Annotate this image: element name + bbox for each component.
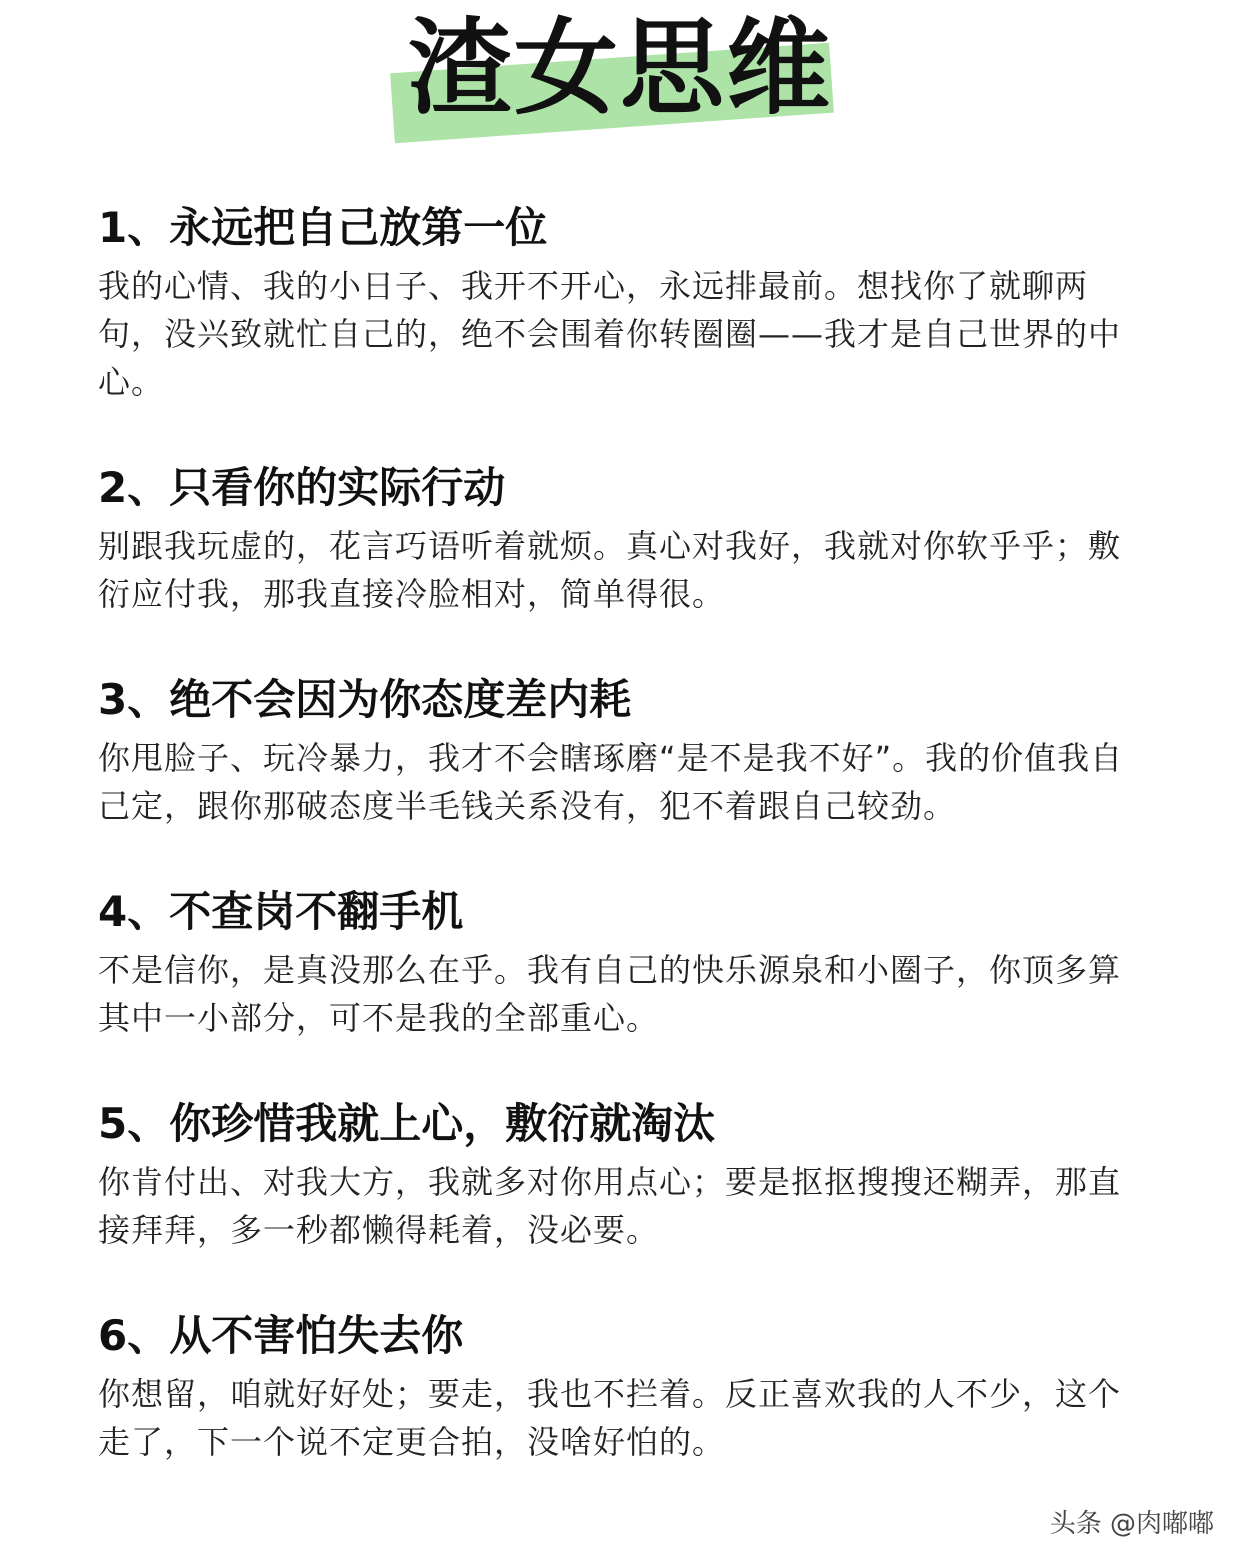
- list-item: [98, 458, 1143, 618]
- item-heading: 3、绝不会因为你态度差内耗: [98, 675, 632, 724]
- list-item: [98, 670, 1143, 830]
- item-list: [98, 198, 1143, 1466]
- list-item: [98, 198, 1143, 406]
- item-body: 你想留，咱就好好处；要走，我也不拦着。反正喜欢我的人不少，这个走了，下一个说不定更合拍，没啥好怕的。: [98, 1375, 1122, 1461]
- item-heading: 6、从不害怕失去你: [98, 1311, 464, 1360]
- list-item: [98, 882, 1143, 1042]
- item-body: 我的心情、我的小日子、我开不开心，永远排最前。想找你了就聊两句，没兴致就忙自己的，绝不会围着你转圈圈——我才是自己世界的中心。: [98, 267, 1122, 401]
- item-body: 别跟我玩虚的，花言巧语听着就烦。真心对我好，我就对你软乎乎；敷衍应付我，那我直接冷脸相对，简单得很。: [98, 527, 1122, 613]
- item-body: 不是信你，是真没那么在乎。我有自己的快乐源泉和小圈子，你顶多算其中一小部分，可不是我的全部重心。: [98, 951, 1122, 1037]
- title-area: [0, 0, 1240, 150]
- list-item: [98, 1306, 1143, 1466]
- item-body: 你肯付出、对我大方，我就多对你用点心；要是抠抠搜搜还糊弄，那直接拜拜，多一秒都懒得耗着，没必要。: [98, 1163, 1122, 1249]
- item-heading: 1、永远把自己放第一位: [98, 203, 548, 252]
- page-title: 渣女思维: [407, 7, 832, 129]
- item-heading: 2、只看你的实际行动: [98, 463, 506, 512]
- item-heading: 5、你珍惜我就上心，敷衍就淘汰: [98, 1099, 716, 1148]
- list-item: [98, 1094, 1143, 1254]
- item-body: 你甩脸子、玩冷暴力，我才不会瞎琢磨“是不是我不好”。我的价值我自己定，跟你那破态度半毛钱关系没有，犯不着跟自己较劲。: [98, 739, 1124, 825]
- item-heading: 4、不查岗不翻手机: [98, 887, 464, 936]
- watermark: 头条 @肉嘟嘟: [1049, 1509, 1214, 1539]
